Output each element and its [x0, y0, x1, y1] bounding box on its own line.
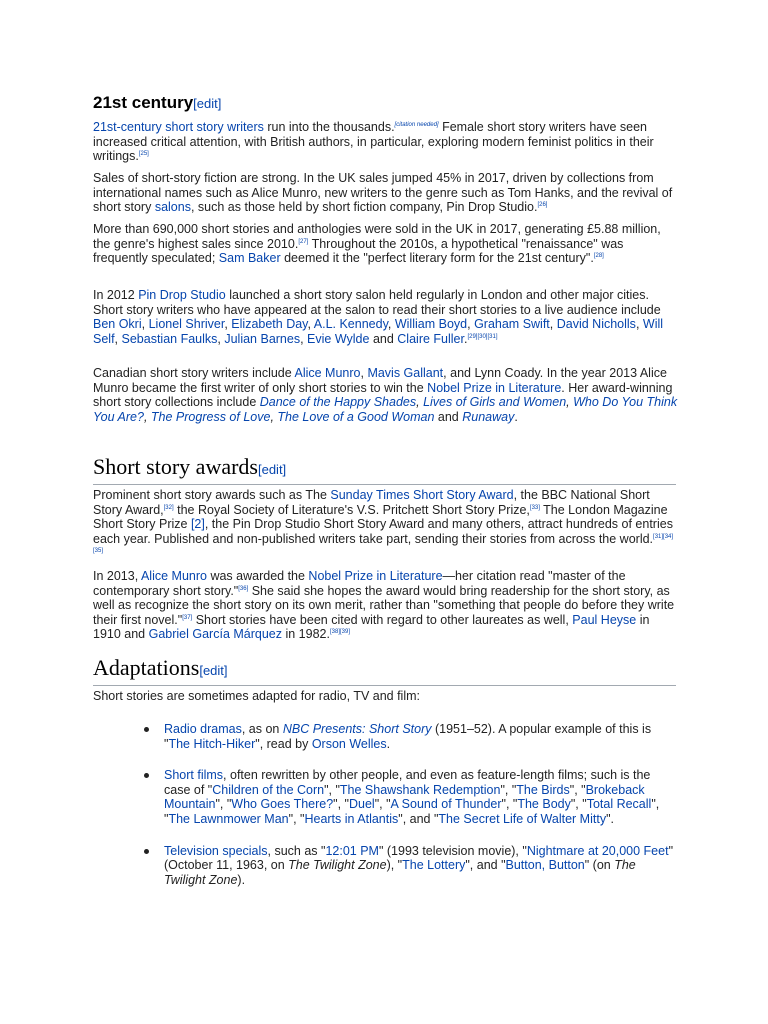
text: Throughout the 2010s, a hypothetical "renaissance" was frequently speculated; [93, 236, 624, 266]
link[interactable]: David Nicholls [556, 317, 636, 332]
reference[interactable]: [25] [138, 151, 149, 158]
section-title: Adaptations [93, 655, 200, 680]
paragraph [93, 222, 678, 266]
text: the Royal Society of Literature's V.S. Pritchett Short Story Prize, [173, 502, 530, 517]
text: " (October 11, 1963, on [164, 843, 673, 873]
text: More than 690,000 short stories and anthologies were sold in the UK in 2017, generating £5.88 million, the genre's highest sales since 2010. [93, 222, 661, 251]
reference[interactable]: [32] [163, 504, 174, 511]
paragraph: In 2012 Pin Drop Studio launched a short story salon held regularly in London and other major cities. Short story writers who have appeared at the salon to read their short stories to a live audience include Ben Okri, Lionel Shriver, Elizabeth Day, A.L. Kennedy, William Boyd, Graham Swift, David Nicholls, Will Self, Sebastian Faulks, Julian Barnes, Evie Wylde and Claire Fuller.[29][30][31] [93, 288, 664, 346]
reference[interactable]: [28] [593, 253, 604, 260]
reference[interactable]: [26] [537, 202, 548, 209]
paragraph [93, 488, 678, 561]
link[interactable]: 12:01 PM [325, 843, 379, 858]
link[interactable]: Ben Okri [93, 317, 142, 332]
link[interactable]: The Birds [516, 782, 570, 797]
link[interactable]: The Body [517, 797, 571, 812]
edit-link[interactable]: [edit] [199, 663, 228, 678]
link[interactable]: Nightmare at 20,000 Feet [526, 843, 669, 858]
paragraph [93, 569, 678, 642]
link[interactable]: Claire Fuller [397, 331, 464, 346]
link[interactable]: Mavis Gallant [367, 366, 444, 380]
list-item [164, 722, 679, 751]
adaptations-list [164, 722, 679, 887]
text: ", read by [255, 736, 312, 751]
text: in 1910 and [93, 612, 650, 642]
section-title: 21st century [93, 93, 194, 112]
paragraph: Short stories are sometimes adapted for radio, TV and film: [93, 689, 421, 703]
text: The Twilight Zone [288, 858, 387, 873]
link[interactable]: salons [154, 200, 191, 215]
text: , the BBC National Short Story Award, [93, 488, 650, 517]
link[interactable]: Graham Swift [474, 317, 550, 332]
link[interactable]: Evie Wylde [307, 331, 370, 346]
reference[interactable]: [37] [182, 614, 193, 621]
text: Female short story writers have seen increased critical attention, with British authors, in particular, exploring modern feminist politics in their writings. [93, 120, 654, 164]
link[interactable]: The Love of a Good Woman [277, 409, 435, 424]
paragraph [93, 120, 678, 164]
text: . [386, 736, 391, 751]
text: launched a short story salon held regularly in London and other major cities. Short story writers who have appeared at the salon to read their short stories to a live audience include [93, 288, 661, 317]
text: " (on [584, 858, 615, 873]
link[interactable]: The Lawnmower Man [168, 811, 289, 826]
link[interactable]: Lives of Girls and Women [423, 395, 567, 410]
text: , often rewritten by other people, and even as feature-length films; such is the case of " [164, 768, 651, 797]
link[interactable]: Orson Welles [311, 736, 387, 751]
link[interactable]: Hearts in Atlantis [304, 811, 399, 826]
link[interactable]: Total Recall [586, 797, 652, 812]
link[interactable]: Sunday Times Short Story Award [330, 488, 514, 502]
link[interactable]: NBC Presents: Short Story [282, 722, 432, 736]
reference[interactable]: [36] [238, 585, 249, 592]
link[interactable]: Who Goes There? [231, 797, 334, 812]
link[interactable]: 21st-century short story writers [93, 120, 264, 134]
link[interactable]: The Shawshank Redemption [339, 782, 501, 797]
text: Short stories have been cited with regard to other laureates as well, [192, 612, 573, 627]
link[interactable]: Radio dramas [164, 722, 242, 736]
section-title: Short story awards [93, 454, 258, 479]
link[interactable]: Duel [349, 797, 375, 812]
text: Prominent short story awards such as The [93, 488, 331, 502]
text: , such as those held by short fiction company, Pin Drop Studio. [190, 200, 538, 215]
text: In 2013, [93, 569, 141, 583]
link[interactable]: A.L. Kennedy [313, 317, 388, 332]
text: . Her award-winning short story collections include [93, 380, 673, 410]
link[interactable]: Television specials [164, 843, 268, 858]
link[interactable]: Sebastian Faulks [121, 331, 218, 346]
link[interactable]: The Lottery [402, 858, 466, 873]
link[interactable]: A Sound of Thunder [390, 797, 502, 812]
text: The London Magazine Short Story Prize [93, 502, 668, 532]
link[interactable]: Brokeback Mountain [164, 782, 645, 812]
text: (1951–52). A popular example of this is " [164, 722, 652, 751]
link[interactable]: Paul Heyse [572, 612, 637, 627]
text: ", and " [465, 858, 506, 873]
link[interactable]: Lionel Shriver [148, 317, 225, 332]
text: The Twilight Zone [164, 858, 636, 887]
link[interactable]: Will Self [93, 317, 664, 346]
edit-link[interactable]: [edit] [193, 96, 222, 111]
link[interactable]: Nobel Prize in Literature [308, 569, 443, 583]
link[interactable]: The Hitch-Hiker [168, 736, 256, 751]
link[interactable]: Who Do You Think You Are? [93, 395, 678, 424]
text: Canadian short story writers include [93, 366, 295, 380]
text: in 1982. [282, 627, 330, 642]
link[interactable]: Pin Drop Studio [138, 288, 226, 302]
list-item [164, 844, 679, 888]
section-heading-adaptations [93, 655, 676, 686]
reference[interactable]: [30][31] [477, 333, 498, 340]
text: Sales of short-story fiction are strong. In the UK sales jumped 45% in 2017, driven by collections from international names such as Alice Munro, new writers to the genre such as Tom Hanks, and the revival of short story [93, 171, 673, 215]
link[interactable]: Sam Baker [218, 251, 281, 266]
text: ), " [386, 858, 403, 873]
link[interactable]: The Secret Life of Walter Mitty [438, 811, 607, 826]
link[interactable]: Dance of the Happy Shades [259, 395, 417, 410]
text: —her citation read "master of the contemporary short story." [93, 569, 626, 598]
section-heading-21st-century [93, 92, 221, 115]
reference[interactable]: [27] [298, 238, 309, 245]
link[interactable]: The Progress of Love [150, 409, 271, 424]
reference[interactable]: [38][39] [329, 629, 350, 636]
reference[interactable]: [29] [467, 333, 478, 340]
text: In 2012 [93, 288, 139, 302]
reference[interactable]: [31][34][35] [93, 533, 674, 555]
section-heading-short-story-awards [93, 454, 676, 485]
text: , and Lynn Coady. In the year 2013 Alice Munro became the first writer of only short stories to win the [93, 366, 667, 395]
link[interactable]: [2] [190, 517, 205, 532]
paragraph [93, 171, 678, 215]
link[interactable]: Runaway [462, 409, 515, 424]
link[interactable]: Short films [164, 768, 224, 783]
link[interactable]: William Boyd [394, 317, 468, 332]
link[interactable]: Alice Munro [294, 366, 361, 380]
citation-needed[interactable]: [citation needed] [394, 122, 439, 128]
edit-link[interactable]: [edit] [257, 462, 287, 477]
link[interactable]: Nobel Prize in Literature [427, 380, 562, 395]
list-item: Short films, often rewritten by other people, and even as feature-length films; such is the case of "Children of the Corn", "The Shawshank Redemption", "The Birds", "Brokeback Mountain", "Who Goes There?", "Duel", "A Sound of Thunder", "The Body", "Total Recall", "The Lawnmower Man", "Hearts in Atlantis", and "The Secret Life of Walter Mitty". [164, 768, 679, 826]
text: She said she hopes the award would bring readership for the short story, as well as recognize the short story on its own merit, rather than "something that people do before they write their first novel." [93, 583, 675, 627]
link[interactable]: Children of the Corn [212, 782, 325, 797]
text: , as on [241, 722, 283, 736]
text: " (1993 television movie), " [378, 843, 527, 858]
link[interactable]: Gabriel García Márquez [148, 627, 282, 642]
text: ). [237, 872, 246, 887]
link[interactable]: Alice Munro [140, 569, 207, 583]
link[interactable]: Elizabeth Day [231, 317, 308, 332]
text: run into the thousands. [263, 120, 395, 134]
reference[interactable]: [33] [529, 504, 540, 511]
text: , the Pin Drop Studio Short Story Award and many others, attract hundreds of entries each year. Published and non-published writers take part, sending their stories from across the world. [93, 517, 673, 546]
text: deemed it the "perfect literary form for the 21st century". [280, 251, 594, 266]
text: , such as " [267, 843, 326, 858]
link[interactable]: Button, Button [505, 858, 585, 873]
paragraph: Canadian short story writers include Alice Munro, Mavis Gallant, and Lynn Coady. In the year 2013 Alice Munro became the first writer of only short stories to win the Nobel Prize in Literature. Her award-winning short story collections include Dance of the Happy Shades, Lives of Girls and Women, Who Do You Think You Are?, The Progress of Love, The Love of a Good Woman and Runaway. [93, 366, 678, 424]
text: was awarded the [206, 569, 309, 583]
link[interactable]: Julian Barnes [224, 331, 301, 346]
